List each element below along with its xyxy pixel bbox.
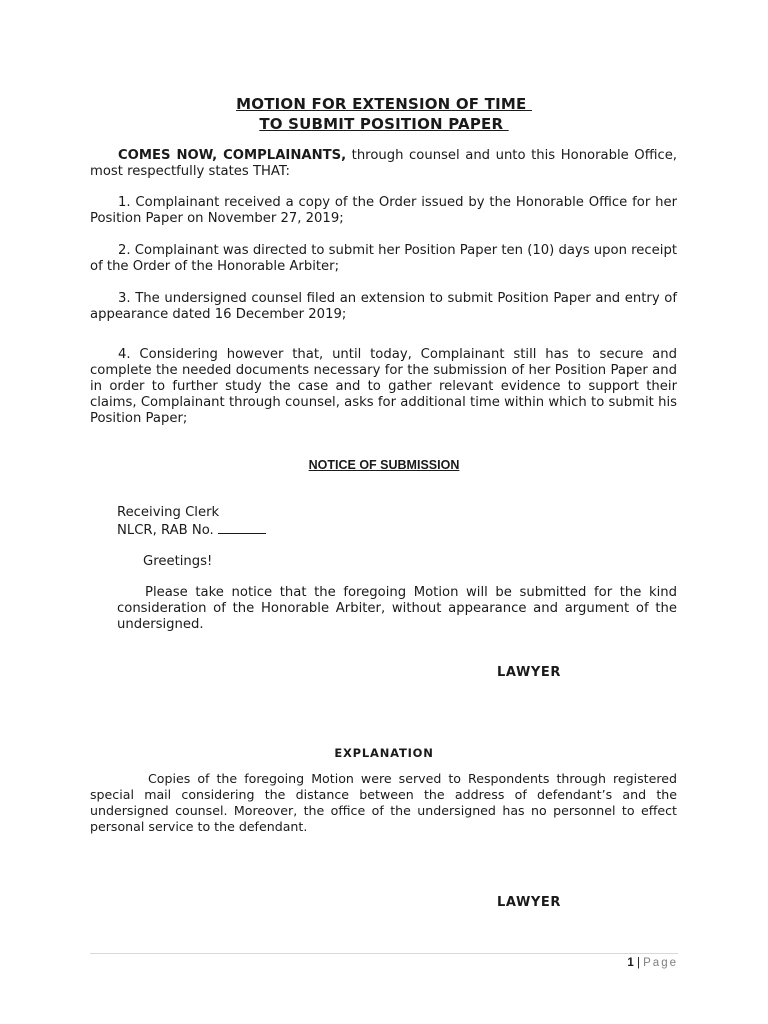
addressee-rab-label: NLCR, RAB No. <box>117 523 218 538</box>
footer-separator: | <box>633 957 644 969</box>
item-text-4: 4. Considering however that, until today, Complainant still has to secure and complete the needed documents necessary for the submission of her Position Paper and in order to further study the case and to gather relevant evidence to support their claims, Complainant through counsel, asks for additional time within which to submit his Position Paper; <box>90 347 677 426</box>
explanation-text: Copies of the foregoing Motion were served to Respondents through registered special mail considering the distance between the address of defendant’s and the undersigned counsel. Moreover, the office of the undersigned has no personnel to effect personal service to the defendant. <box>90 771 677 834</box>
item-paragraph-4 <box>90 347 677 427</box>
greeting-text: Greetings! <box>143 554 213 569</box>
intro-bold-text: COMES NOW, COMPLAINANTS, <box>118 148 347 163</box>
page-footer <box>627 957 678 969</box>
item-text-1: 1. Complainant received a copy of the Order issued by the Honorable Office for her Position Paper on November 27, 2019; <box>90 195 677 226</box>
item-paragraph-1 <box>90 195 677 227</box>
item-text-2: 2. Complainant was directed to submit her Position Paper ten (10) days upon receipt of the Order of the Honorable Arbiter; <box>90 243 677 274</box>
signature-lawyer-1: LAWYER <box>497 665 562 680</box>
addressee-line-2 <box>117 522 266 539</box>
explanation-paragraph <box>90 771 677 835</box>
notice-heading: NOTICE OF SUBMISSION <box>308 458 460 472</box>
addressee-line-1: Receiving Clerk <box>117 505 220 520</box>
notice-body-text: Please take notice that the foregoing Motion will be submitted for the kind consideration of the Honorable Arbiter, without appearance and argument of the undersigned. <box>117 585 677 632</box>
item-paragraph-3 <box>90 291 677 323</box>
rab-number-blank <box>218 522 266 534</box>
intro-paragraph <box>90 148 677 180</box>
document-title-line-2: TO SUBMIT POSITION PAPER <box>259 115 509 133</box>
signature-lawyer-2: LAWYER <box>497 895 562 910</box>
document-title-line-1: MOTION FOR EXTENSION OF TIME <box>236 95 532 113</box>
item-paragraph-2 <box>90 243 677 275</box>
item-text-3: 3. The undersigned counsel filed an extension to submit Position Paper and entry of appearance dated 16 December 2019; <box>90 291 677 322</box>
notice-body-paragraph <box>117 585 677 633</box>
page-number: 1 <box>627 957 634 969</box>
explanation-heading: EXPLANATION <box>334 746 434 760</box>
page-label: Page <box>643 957 678 969</box>
intro-text: through counsel and unto this Honorable Office, most respectfully states THAT: <box>90 148 677 179</box>
footer-divider <box>90 953 678 954</box>
